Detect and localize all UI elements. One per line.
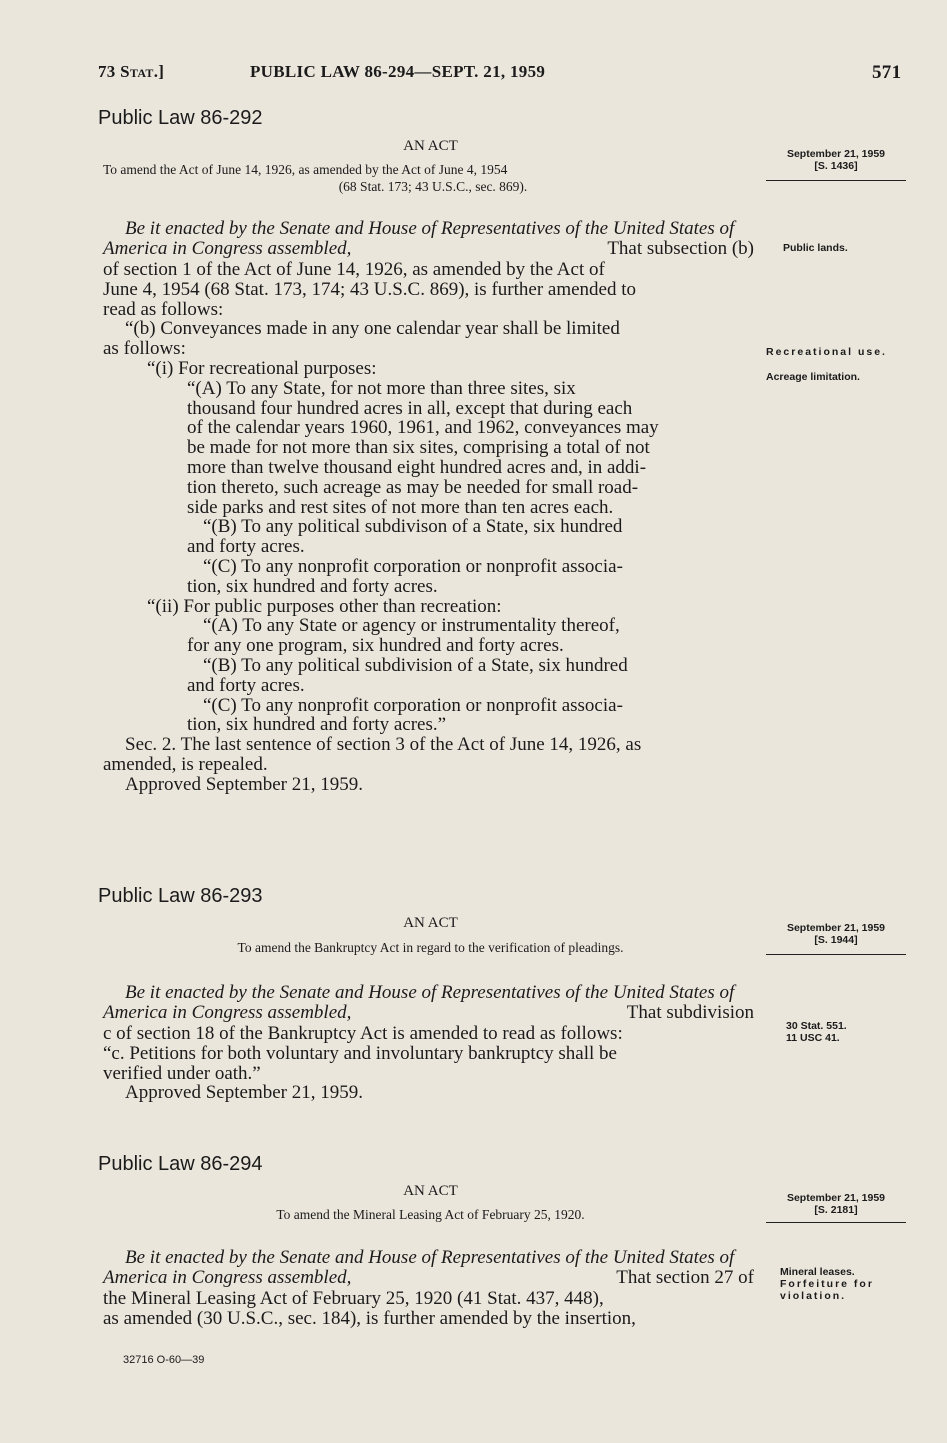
- margin-note: Recreational use.: [766, 346, 887, 358]
- act-text: of section 1 of the Act of June 14, 1926, as amended by the Act of June 4, 1954 (68 Stat. 173, 174; 43 U.S.C. 869), is further amended to read as follows: “(b) Conveyances made in any one calendar year shall be limited as follows: “(i) For recreational purposes: “(A) To any State, for not more than three sites, six thousand four hundred acres in all, except that during each of the calendar years 1960, 1961, and 1962, conveyances may be made for not more than six sites, comprising a total of not more than twelve thousand eight hundred acres and, in addi- tion thereto, such acreage as may be needed for small road- side parks and rest sites of not more than ten acres each. “(B) To any political subdivison of a State, six hundred and forty acres. “(C) To any nonprofit corporation or nonprofit associa- tion, six hundred and forty acres. “(ii) For public purposes other than recreation: “(A) To any State or agency or instrumentality thereof, for any one program, six hundred and forty acres. “(B) To any political subdivision of a State, six hundred and forty acres. “(C) To any nonprofit corporation or nonprofit associa- tion, six hundred and forty acres.” Sec. 2. The last sentence of section 3 of the Act of June 14, 1926, as amended, is repealed. Approved September 21, 1959.: [103, 259, 659, 795]
- act-heading: AN ACT: [403, 138, 458, 154]
- margin-note: Public lands.: [783, 242, 848, 254]
- margin-note: Mineral leases. Forfeiture for violation.: [780, 1266, 874, 1302]
- text-line: That subdivision: [626, 1002, 754, 1023]
- running-header-title: PUBLIC LAW 86-294—SEPT. 21, 1959: [250, 62, 546, 81]
- act-text: the Mineral Leasing Act of February 25, 1920 (41 Stat. 437, 448), as amended (30 U.S.C., sec. 184), is further amended by the insertion,: [103, 1288, 636, 1329]
- page-number: 571: [872, 62, 902, 83]
- margin-rule: [766, 1222, 906, 1223]
- law-title: Public Law 86-293: [98, 885, 263, 907]
- margin-rule: [766, 180, 906, 181]
- enacting-clause: Be it enacted by the Senate and House of Representatives of the United States of America in Congress assembled,: [103, 982, 735, 1023]
- enacting-clause: Be it enacted by the Senate and House of Representatives of the United States of America in Congress assembled,: [103, 218, 735, 259]
- text-line: That section 27 of: [616, 1267, 754, 1288]
- margin-rule: [766, 954, 906, 955]
- margin-date: September 21, 1959 [S. 2181]: [786, 1192, 886, 1216]
- print-code: 32716 O-60—39: [123, 1354, 205, 1366]
- text-line: That subsection (b): [607, 238, 754, 259]
- enacting-clause: Be it enacted by the Senate and House of Representatives of the United States of America in Congress assembled,: [103, 1247, 735, 1288]
- law-title: Public Law 86-292: [98, 107, 263, 129]
- act-purpose: To amend the Mineral Leasing Act of February 25, 1920.: [276, 1207, 585, 1222]
- act-purpose: To amend the Act of June 14, 1926, as amended by the Act of June 4, 1954 (68 Stat. 173; 43 U.S.C., sec. 869).: [103, 162, 528, 194]
- act-text: c of section 18 of the Bankruptcy Act is amended to read as follows: “c. Petitions for both voluntary and involuntary bankruptcy shall be verified under oath.” Approved September 21, 1959.: [103, 1023, 623, 1104]
- act-heading: AN ACT: [403, 915, 458, 931]
- law-title: Public Law 86-294: [98, 1153, 263, 1175]
- margin-note: 30 Stat. 551. 11 USC 41.: [786, 1020, 847, 1044]
- margin-date: September 21, 1959 [S. 1436]: [786, 148, 886, 172]
- act-purpose: To amend the Bankruptcy Act in regard to the verification of pleadings.: [237, 940, 624, 955]
- act-heading: AN ACT: [403, 1183, 458, 1199]
- margin-date: September 21, 1959 [S. 1944]: [786, 922, 886, 946]
- margin-note: Acreage limitation.: [766, 371, 860, 383]
- running-header-volume: 73 Stat.]: [98, 62, 165, 81]
